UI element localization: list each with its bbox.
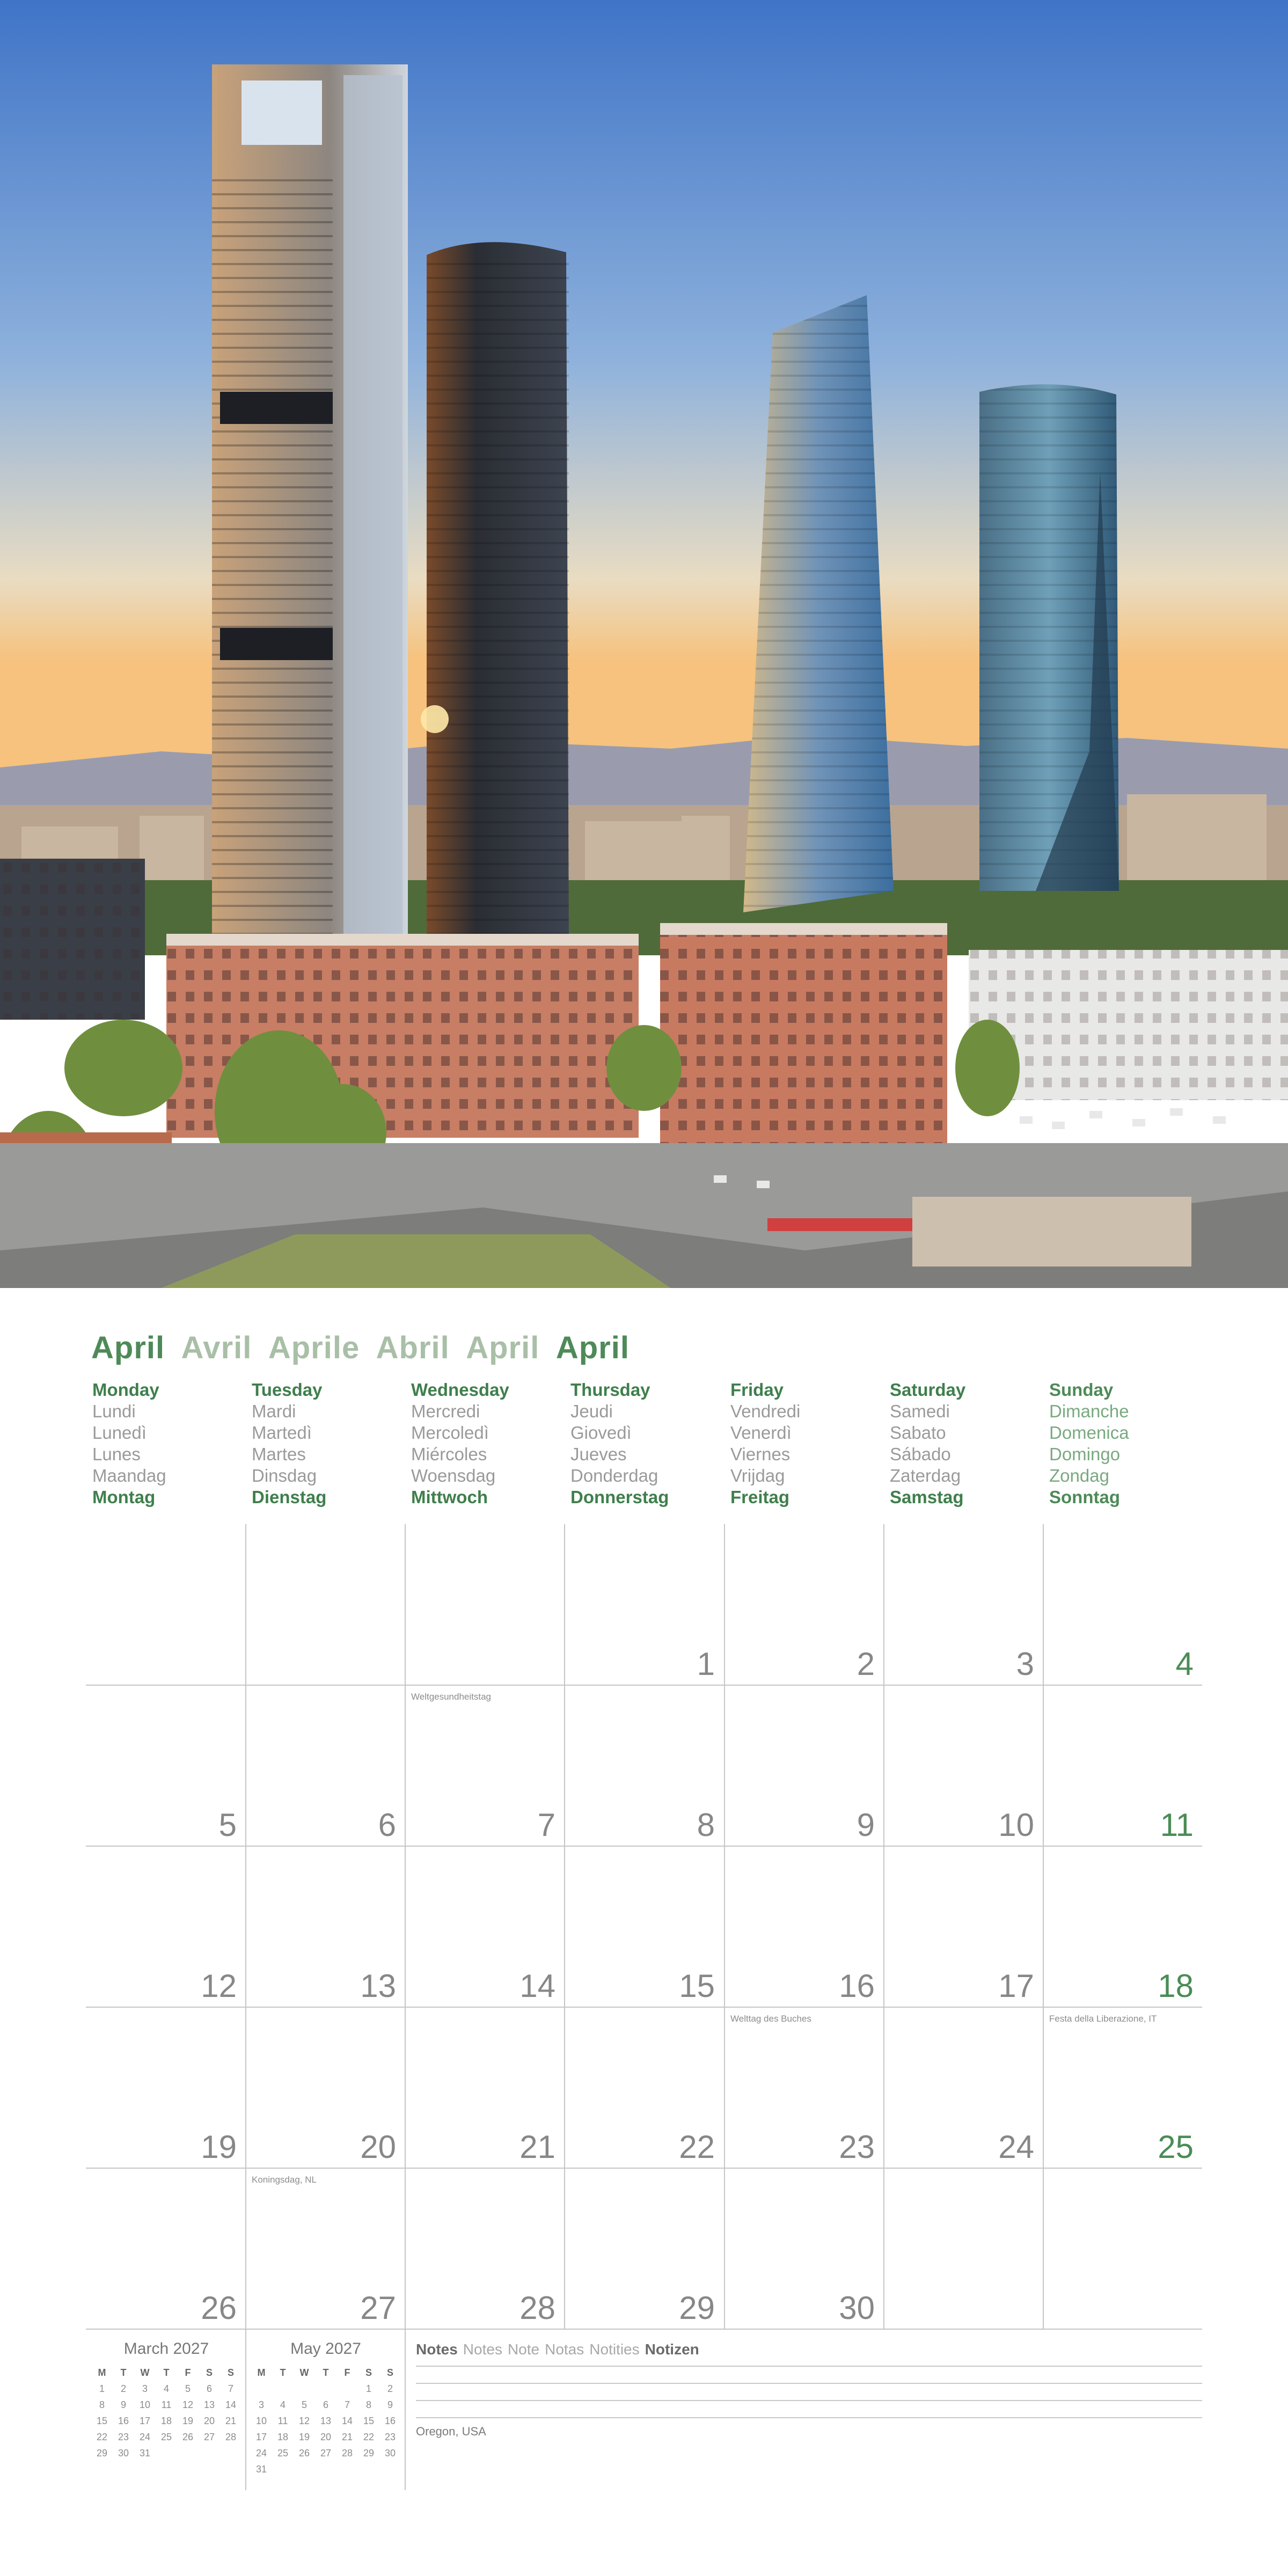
mini-day	[272, 2461, 294, 2477]
mini-day: 23	[384, 2432, 396, 2442]
notes-header	[416, 2341, 1202, 2358]
weekday-label-fr: Samedi	[890, 1401, 950, 1421]
mini-day	[156, 2445, 177, 2461]
month-name-de: April	[555, 1330, 630, 1365]
mini-day: 20	[203, 2416, 215, 2426]
mini-day: 9	[387, 2399, 393, 2410]
mini-day: 29	[363, 2448, 375, 2458]
mini-day: 25	[160, 2432, 172, 2442]
mini-day: 4	[280, 2399, 286, 2410]
weekday-label-en: Thursday	[570, 1380, 650, 1400]
empty-day-cell	[405, 1524, 564, 1685]
weekday-label-de: Freitag	[730, 1487, 790, 1507]
day-cell[interactable]	[564, 2007, 723, 2168]
day-cell[interactable]	[86, 1846, 245, 2007]
mini-day	[272, 2381, 294, 2397]
weekday-label-es: Domingo	[1049, 1444, 1121, 1464]
mini-day: 28	[341, 2448, 353, 2458]
day-cell[interactable]	[1043, 2007, 1202, 2168]
notes-label-nl: Notities	[589, 2341, 640, 2358]
mini-day: 13	[320, 2416, 332, 2426]
mini-weekday: S	[227, 2367, 234, 2378]
mini-day: 30	[384, 2448, 396, 2458]
mini-day	[358, 2461, 379, 2477]
day-cell[interactable]	[724, 2168, 883, 2329]
mini-weekday: M	[257, 2367, 266, 2378]
empty-day-cell	[883, 2168, 1043, 2329]
mini-day: 16	[384, 2416, 396, 2426]
weekday-label-es: Viernes	[730, 1444, 791, 1464]
weekday-label-nl: Vrijdag	[730, 1466, 785, 1485]
weekday-label-nl: Woensdag	[411, 1466, 496, 1485]
holiday-label: Koningsdag, NL	[252, 2175, 317, 2185]
day-cell[interactable]	[883, 2007, 1043, 2168]
weekday-label-it: Giovedì	[570, 1423, 632, 1443]
day-cell[interactable]	[405, 1846, 564, 2007]
mini-weekday: F	[185, 2367, 191, 2378]
day-cell[interactable]	[405, 1685, 564, 1846]
day-number: 12	[201, 1968, 237, 2004]
month-name-fr: Avril	[181, 1330, 252, 1365]
day-cell[interactable]	[405, 2168, 564, 2329]
weekday-label-en: Friday	[730, 1380, 784, 1400]
mini-day: 10	[139, 2399, 151, 2410]
weekday-label-it: Domenica	[1049, 1423, 1129, 1443]
mini-day: 9	[120, 2399, 126, 2410]
mini-day: 21	[341, 2432, 353, 2442]
mini-day: 3	[258, 2399, 264, 2410]
mini-calendar-week	[251, 2413, 401, 2429]
weekday-label-de: Dienstag	[252, 1487, 327, 1507]
weekday-label-fr: Mercredi	[411, 1401, 480, 1421]
mini-calendar-week	[91, 2381, 241, 2397]
day-number: 30	[839, 2290, 875, 2326]
day-number: 14	[519, 1968, 555, 2004]
weekday-label-it: Lunedì	[92, 1423, 147, 1443]
divider	[245, 2329, 246, 2490]
weekday-label-it: Sabato	[890, 1423, 946, 1443]
mini-day: 1	[99, 2383, 105, 2394]
notes-label-de: Notizen	[645, 2341, 699, 2358]
notes-area[interactable]	[416, 2341, 1202, 2439]
mini-day: 15	[96, 2416, 108, 2426]
day-number: 29	[679, 2290, 715, 2326]
photo-credit: Oregon, USA	[416, 2425, 486, 2438]
weekday-label-de: Montag	[92, 1487, 156, 1507]
weekday-friday	[730, 1379, 890, 1508]
day-cell[interactable]	[1043, 1846, 1202, 2007]
day-cell[interactable]	[724, 2007, 883, 2168]
mini-day: 18	[160, 2416, 172, 2426]
weekday-label-es: Miércoles	[411, 1444, 487, 1464]
mini-day	[199, 2445, 220, 2461]
weekday-label-fr: Vendredi	[730, 1401, 801, 1421]
mini-weekday: S	[365, 2367, 372, 2378]
weekday-saturday	[890, 1379, 1049, 1508]
weekday-label-it: Martedì	[252, 1423, 312, 1443]
day-number: 24	[998, 2129, 1034, 2165]
empty-day-cell	[1043, 2168, 1202, 2329]
weekday-label-de: Sonntag	[1049, 1487, 1120, 1507]
mini-day: 3	[142, 2383, 148, 2394]
weekday-header	[86, 1379, 1202, 1508]
mini-day: 17	[139, 2416, 151, 2426]
mini-day: 24	[255, 2448, 267, 2458]
mini-day: 12	[182, 2399, 194, 2410]
mini-day: 26	[182, 2432, 194, 2442]
mini-calendar-week	[251, 2445, 401, 2461]
mini-day: 12	[298, 2416, 310, 2426]
mini-calendar-week	[91, 2445, 241, 2461]
weekday-label-nl: Donderdag	[570, 1466, 658, 1485]
day-number: 13	[360, 1968, 396, 2004]
day-cell[interactable]	[405, 2007, 564, 2168]
mini-day: 18	[277, 2432, 289, 2442]
day-number: 26	[201, 2290, 237, 2326]
day-cell[interactable]	[86, 2168, 245, 2329]
mini-weekday: F	[344, 2367, 350, 2378]
day-number: 3	[1016, 1646, 1034, 1682]
mini-calendar-week	[91, 2413, 241, 2429]
empty-day-cell	[86, 1524, 245, 1685]
mini-day: 21	[225, 2416, 237, 2426]
mini-day: 6	[206, 2383, 212, 2394]
day-number: 4	[1175, 1646, 1194, 1682]
day-number: 7	[537, 1807, 555, 1843]
day-cell[interactable]	[883, 1685, 1043, 1846]
weekday-label-nl: Dinsdag	[252, 1466, 317, 1485]
day-cell[interactable]	[564, 1846, 723, 2007]
mini-day: 2	[120, 2383, 126, 2394]
mini-day: 14	[341, 2416, 353, 2426]
weekday-label-en: Sunday	[1049, 1380, 1114, 1400]
mini-calendar-title: May 2027	[290, 2340, 361, 2358]
day-number: 16	[839, 1968, 875, 2004]
mini-day	[251, 2381, 272, 2397]
day-cell[interactable]	[1043, 1685, 1202, 1846]
day-number: 5	[218, 1807, 237, 1843]
mini-day	[220, 2445, 241, 2461]
day-number: 25	[1158, 2129, 1194, 2165]
day-number: 9	[857, 1807, 875, 1843]
mini-weekday: W	[299, 2367, 309, 2378]
weekday-monday	[92, 1379, 252, 1508]
mini-day	[336, 2461, 358, 2477]
mini-calendar-week	[251, 2381, 401, 2397]
mini-day: 29	[96, 2448, 108, 2458]
weekday-label-es: Jueves	[570, 1444, 627, 1464]
mini-calendar-next	[251, 2340, 401, 2477]
mini-weekday: T	[163, 2367, 170, 2378]
divider	[405, 2329, 406, 2490]
mini-day: 19	[182, 2416, 194, 2426]
weekday-label-nl: Zondag	[1049, 1466, 1109, 1485]
day-cell[interactable]	[245, 1846, 405, 2007]
calendar-footer	[86, 2329, 1202, 2490]
mini-weekday: T	[280, 2367, 286, 2378]
mini-weekday: T	[120, 2367, 127, 2378]
mini-day	[379, 2461, 401, 2477]
mini-day: 8	[99, 2399, 105, 2410]
day-number: 11	[1160, 1807, 1194, 1843]
month-name-it: Aprile	[268, 1330, 360, 1365]
mini-day: 27	[320, 2448, 332, 2458]
weekday-label-fr: Lundi	[92, 1401, 136, 1421]
mini-day: 1	[365, 2383, 371, 2394]
mini-day: 5	[301, 2399, 307, 2410]
day-cell[interactable]	[564, 1685, 723, 1846]
day-number: 2	[857, 1646, 875, 1682]
weekday-label-fr: Dimanche	[1049, 1401, 1129, 1421]
calendar-grid	[86, 1524, 1202, 2329]
month-name-en: April	[91, 1330, 165, 1365]
mini-day: 8	[365, 2399, 371, 2410]
mini-day: 22	[96, 2432, 108, 2442]
mini-weekday: S	[206, 2367, 213, 2378]
notes-label-fr: Notes	[463, 2341, 502, 2358]
day-cell[interactable]	[564, 2168, 723, 2329]
mini-day: 28	[225, 2432, 237, 2442]
mini-day	[315, 2461, 336, 2477]
mini-day: 7	[228, 2383, 233, 2394]
weekday-thursday	[570, 1379, 730, 1508]
mini-weekday: W	[140, 2367, 150, 2378]
mini-day	[177, 2445, 199, 2461]
mini-weekday: M	[98, 2367, 106, 2378]
note-line[interactable]	[416, 2383, 1202, 2384]
weekday-label-fr: Mardi	[252, 1401, 296, 1421]
mini-weekday: S	[386, 2367, 393, 2378]
mini-day: 11	[161, 2399, 172, 2410]
day-number: 10	[998, 1807, 1034, 1843]
mini-day	[315, 2381, 336, 2397]
weekday-label-de: Donnerstag	[570, 1487, 669, 1507]
note-line[interactable]	[416, 2366, 1202, 2367]
mini-day: 24	[139, 2432, 151, 2442]
holiday-label: Welttag des Buches	[730, 2014, 811, 2024]
day-number: 1	[697, 1646, 715, 1682]
day-number: 22	[679, 2129, 715, 2165]
mini-day: 23	[118, 2432, 129, 2442]
mini-calendar-previous	[91, 2340, 241, 2461]
mini-calendar-week	[251, 2461, 401, 2477]
day-number: 27	[360, 2290, 396, 2326]
month-title	[91, 1330, 1197, 1373]
weekday-label-it: Venerdì	[730, 1423, 792, 1443]
mini-day	[294, 2461, 315, 2477]
notes-label-es: Notas	[545, 2341, 584, 2358]
holiday-label: Weltgesundheitstag	[411, 1692, 492, 1702]
mini-calendar-weekdays	[251, 2365, 401, 2381]
day-number: 8	[697, 1807, 715, 1843]
month-name-es: Abril	[376, 1330, 450, 1365]
day-cell[interactable]	[883, 1524, 1043, 1685]
mini-day: 11	[277, 2416, 288, 2426]
mini-calendar-title: March 2027	[123, 2340, 209, 2358]
mini-day: 7	[344, 2399, 350, 2410]
weekday-label-nl: Maandag	[92, 1466, 166, 1485]
mini-day	[294, 2381, 315, 2397]
note-line[interactable]	[416, 2417, 1202, 2418]
weekday-label-es: Lunes	[92, 1444, 141, 1464]
empty-day-cell	[245, 1524, 405, 1685]
day-number: 19	[201, 2129, 237, 2165]
day-cell[interactable]	[724, 1846, 883, 2007]
weekday-label-it: Mercoledì	[411, 1423, 489, 1443]
mini-day: 14	[225, 2399, 237, 2410]
weekday-label-en: Wednesday	[411, 1380, 509, 1400]
day-cell[interactable]	[1043, 1524, 1202, 1685]
mini-day: 2	[387, 2383, 393, 2394]
holiday-label: Festa della Liberazione, IT	[1049, 2014, 1157, 2024]
weekday-label-nl: Zaterdag	[890, 1466, 961, 1485]
weekday-wednesday	[411, 1379, 570, 1508]
mini-day: 17	[255, 2432, 267, 2442]
weekday-label-en: Monday	[92, 1380, 159, 1400]
weekday-label-en: Saturday	[890, 1380, 966, 1400]
weekday-tuesday	[252, 1379, 411, 1508]
day-number: 21	[519, 2129, 555, 2165]
mini-day: 4	[163, 2383, 169, 2394]
mini-calendar-week	[251, 2429, 401, 2445]
mini-day: 31	[139, 2448, 151, 2458]
day-number: 18	[1158, 1968, 1194, 2004]
weekday-label-es: Sábado	[890, 1444, 951, 1464]
day-cell[interactable]	[883, 1846, 1043, 2007]
day-cell[interactable]	[245, 2007, 405, 2168]
mini-calendar-week	[251, 2397, 401, 2413]
day-number: 20	[360, 2129, 396, 2165]
weekday-sunday	[1049, 1379, 1209, 1508]
month-name-nl: April	[466, 1330, 540, 1365]
day-cell[interactable]	[245, 1685, 405, 1846]
mini-day: 25	[277, 2448, 289, 2458]
mini-calendar-week	[91, 2397, 241, 2413]
mini-calendar-week	[91, 2429, 241, 2445]
day-number: 28	[519, 2290, 555, 2326]
note-line[interactable]	[416, 2400, 1202, 2401]
day-number: 15	[679, 1968, 715, 2004]
weekday-label-de: Samstag	[890, 1487, 964, 1507]
mini-day: 6	[323, 2399, 328, 2410]
day-cell[interactable]	[86, 1685, 245, 1846]
mini-day: 13	[203, 2399, 215, 2410]
day-cell[interactable]	[86, 2007, 245, 2168]
mini-day: 26	[298, 2448, 310, 2458]
mini-day	[336, 2381, 358, 2397]
weekday-label-de: Mittwoch	[411, 1487, 488, 1507]
notes-label-en: Notes	[416, 2341, 458, 2358]
day-cell[interactable]	[564, 1524, 723, 1685]
day-cell[interactable]	[245, 2168, 405, 2329]
weekday-label-en: Tuesday	[252, 1380, 323, 1400]
mini-day: 15	[363, 2416, 375, 2426]
mini-calendar-weekdays	[91, 2365, 241, 2381]
mini-day: 16	[118, 2416, 129, 2426]
mini-day: 19	[298, 2432, 310, 2442]
day-number: 6	[378, 1807, 396, 1843]
weekday-label-es: Martes	[252, 1444, 306, 1464]
day-cell[interactable]	[724, 1685, 883, 1846]
day-cell[interactable]	[724, 1524, 883, 1685]
day-number: 17	[998, 1968, 1034, 2004]
mini-day: 10	[255, 2416, 267, 2426]
mini-day: 27	[203, 2432, 215, 2442]
notes-label-it: Note	[507, 2341, 540, 2358]
mini-day: 22	[363, 2432, 375, 2442]
mini-weekday: T	[323, 2367, 329, 2378]
day-number: 23	[839, 2129, 875, 2165]
weekday-label-fr: Jeudi	[570, 1401, 613, 1421]
mini-day: 31	[255, 2464, 267, 2475]
mini-day: 20	[320, 2432, 332, 2442]
mini-day: 5	[185, 2383, 191, 2394]
mini-day: 30	[118, 2448, 129, 2458]
